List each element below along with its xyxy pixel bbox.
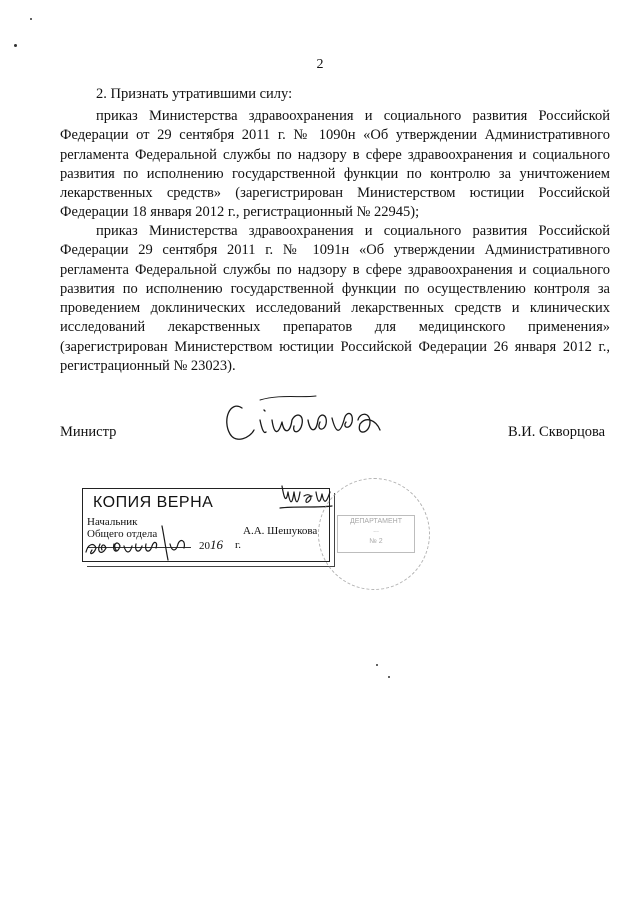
section-heading: 2. Признать утратившими силу: (96, 86, 293, 102)
scan-speck (30, 18, 32, 20)
stamp-line-2: ... (373, 527, 379, 534)
year-prefix: 20 (199, 540, 210, 552)
page-number: 2 (316, 57, 324, 72)
scan-speck (376, 664, 378, 666)
minister-position: Министр (60, 424, 117, 440)
minister-name: В.И. Скворцова (508, 424, 606, 440)
stamp-rectangle (337, 515, 415, 553)
minister-signature (220, 390, 390, 450)
stamp-line-3: № 2 (369, 538, 383, 545)
year-handwritten: 16 (210, 537, 223, 552)
copy-certified-title: КОПИЯ ВЕРНА (93, 494, 214, 511)
certifier-name: А.А. Шешукова (243, 525, 318, 537)
scan-speck (388, 676, 390, 678)
certification-year (199, 539, 223, 552)
year-suffix: г. (235, 539, 242, 551)
scan-speck (14, 44, 17, 47)
certifier-position: Начальник (87, 516, 138, 528)
stamp-line-1: ДЕПАРТАМЕНТ (349, 518, 402, 525)
paragraph-order-1091n: приказ Министерства здравоохранения и социального развития Российской Федерации 29 сентября 2011 г. № 1091н «Об утверждении Административного регламента Федеральной службы по надзору в сфере здравоохранения и социального развития по исполнению государственной функции по осуществлению контроля за проведением доклинических исследований лекарственных средств и клинических исследований лекарственных препаратов для медицинского применения» (зарегистрирован Министерством юстиции Российской Федерации 26 января 2012 г., регистрационный № 23023). (60, 223, 610, 375)
handwritten-date (82, 522, 192, 562)
paragraph-order-1090n: приказ Министерства здравоохранения и социального развития Российской Федерации от 29 сентября 2011 г. № 1090н «Об утверждении Административного регламента Федеральной службы по надзору в сфере здравоохранения и социального развития по исполнению государственной функции по контролю за уничтожением лекарственных средств» (зарегистрирован Министерством юстиции Российской Федерации 18 января 2012 г., регистрационный № 22945); (60, 108, 610, 221)
certifier-department: Общего отдела (87, 528, 158, 540)
department-round-stamp (318, 478, 430, 590)
